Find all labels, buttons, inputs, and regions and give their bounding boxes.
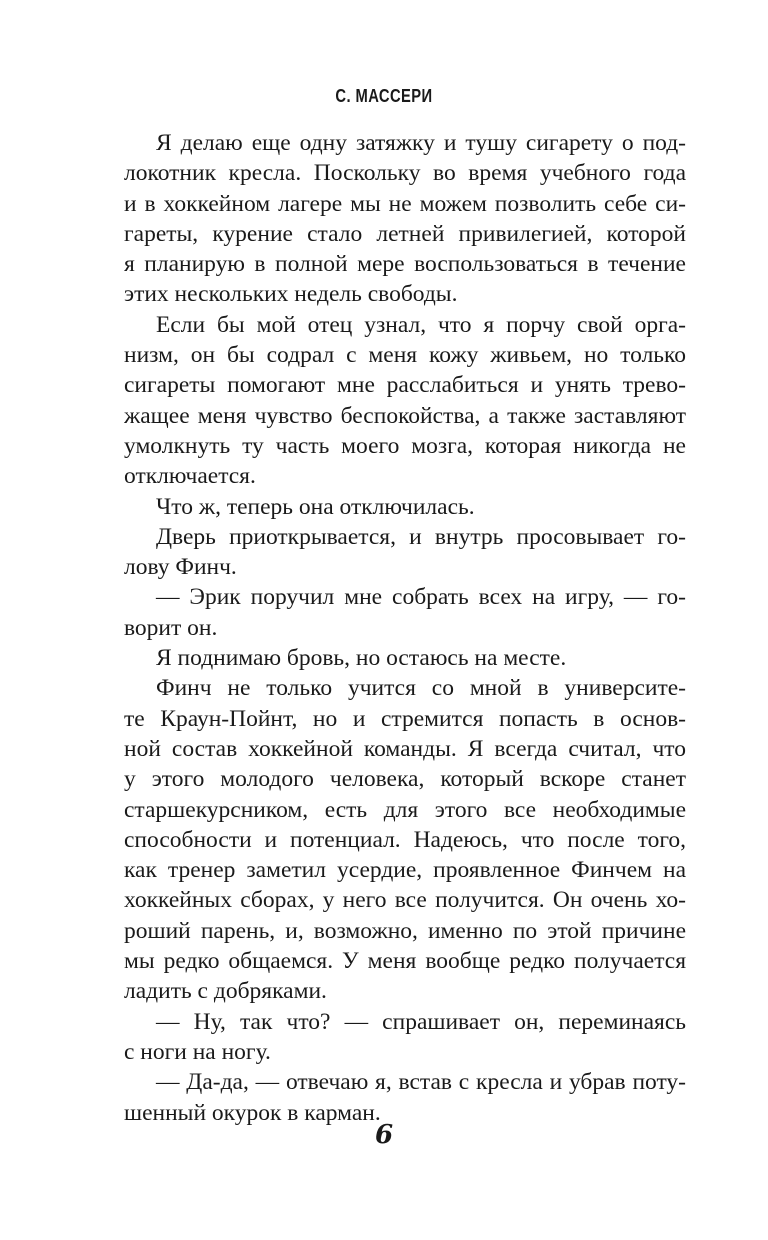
text-line: Я поднимаю бровь, но остаюсь на месте. xyxy=(156,645,567,672)
text-line: — Да-да, — отвечаю я, встав с кресла и убрав поту- xyxy=(156,1069,686,1096)
text-line: хоккейных сборах, у него все получится. Он очень хо- xyxy=(124,887,686,914)
body-text xyxy=(124,128,686,1128)
text-line: сигареты помогают мне расслабиться и унять трево- xyxy=(124,372,686,399)
text-line: — Эрик поручил мне собрать всех на игру, — го- xyxy=(156,584,686,611)
page-number: 6 xyxy=(374,1120,394,1150)
text-line: ворит он. xyxy=(124,614,218,641)
text-line: Финч не только учится со мной в университе- xyxy=(156,675,686,702)
text-line: Что ж, теперь она отключилась. xyxy=(156,493,475,520)
text-line: мы редко общаемся. У меня вообще редко получается xyxy=(124,948,686,975)
running-header: С. МАССЕРИ xyxy=(335,86,433,106)
text-line: и в хоккейном лагере мы не можем позволить себе си- xyxy=(124,190,686,217)
text-line: те Краун-Пойнт, но и стремится попасть в основ- xyxy=(124,705,686,732)
text-line: Если бы мой отец узнал, что я порчу свой орга- xyxy=(156,311,686,338)
text-line: лову Финч. xyxy=(124,554,237,581)
text-line: старшекурсником, есть для этого все необходимые xyxy=(124,796,686,823)
text-line: я планирую в полной мере воспользоваться в течение xyxy=(124,251,686,278)
text-line: как тренер заметил усердие, проявленное Финчем на xyxy=(124,857,686,884)
text-line: умолкнуть ту часть моего мозга, которая никогда не xyxy=(124,432,686,459)
text-line: способности и потенциал. Надеюсь, что после того, xyxy=(124,826,686,853)
text-line: ной состав хоккейной команды. Я всегда считал, что xyxy=(124,735,686,762)
text-line: низм, он бы содрал с меня кожу живьем, но только xyxy=(124,342,686,369)
text-line: ладить с добряками. xyxy=(124,978,327,1005)
text-line: отключается. xyxy=(124,463,256,490)
text-line: локотник кресла. Поскольку во время учебного года xyxy=(124,160,686,187)
text-line: роший парень, и, возможно, именно по этой причине xyxy=(124,917,686,944)
text-line: с ноги на ногу. xyxy=(124,1038,271,1065)
text-line: Дверь приоткрывается, и внутрь просовывает го- xyxy=(156,523,686,550)
text-line: Я делаю еще одну затяжку и тушу сигарету о под- xyxy=(156,130,686,156)
text-line: жащее меня чувство беспокойства, а также заставляют xyxy=(124,402,686,429)
text-line: — Ну, так что? — спрашивает он, переминаясь xyxy=(156,1008,686,1035)
text-line: шенный окурок в карман. xyxy=(124,1099,381,1126)
text-line: этих нескольких недель свободы. xyxy=(124,281,458,308)
text-line: гареты, курение стало летней привилегией, которой xyxy=(124,220,686,247)
text-line: у этого молодого человека, который вскоре станет xyxy=(124,766,686,793)
